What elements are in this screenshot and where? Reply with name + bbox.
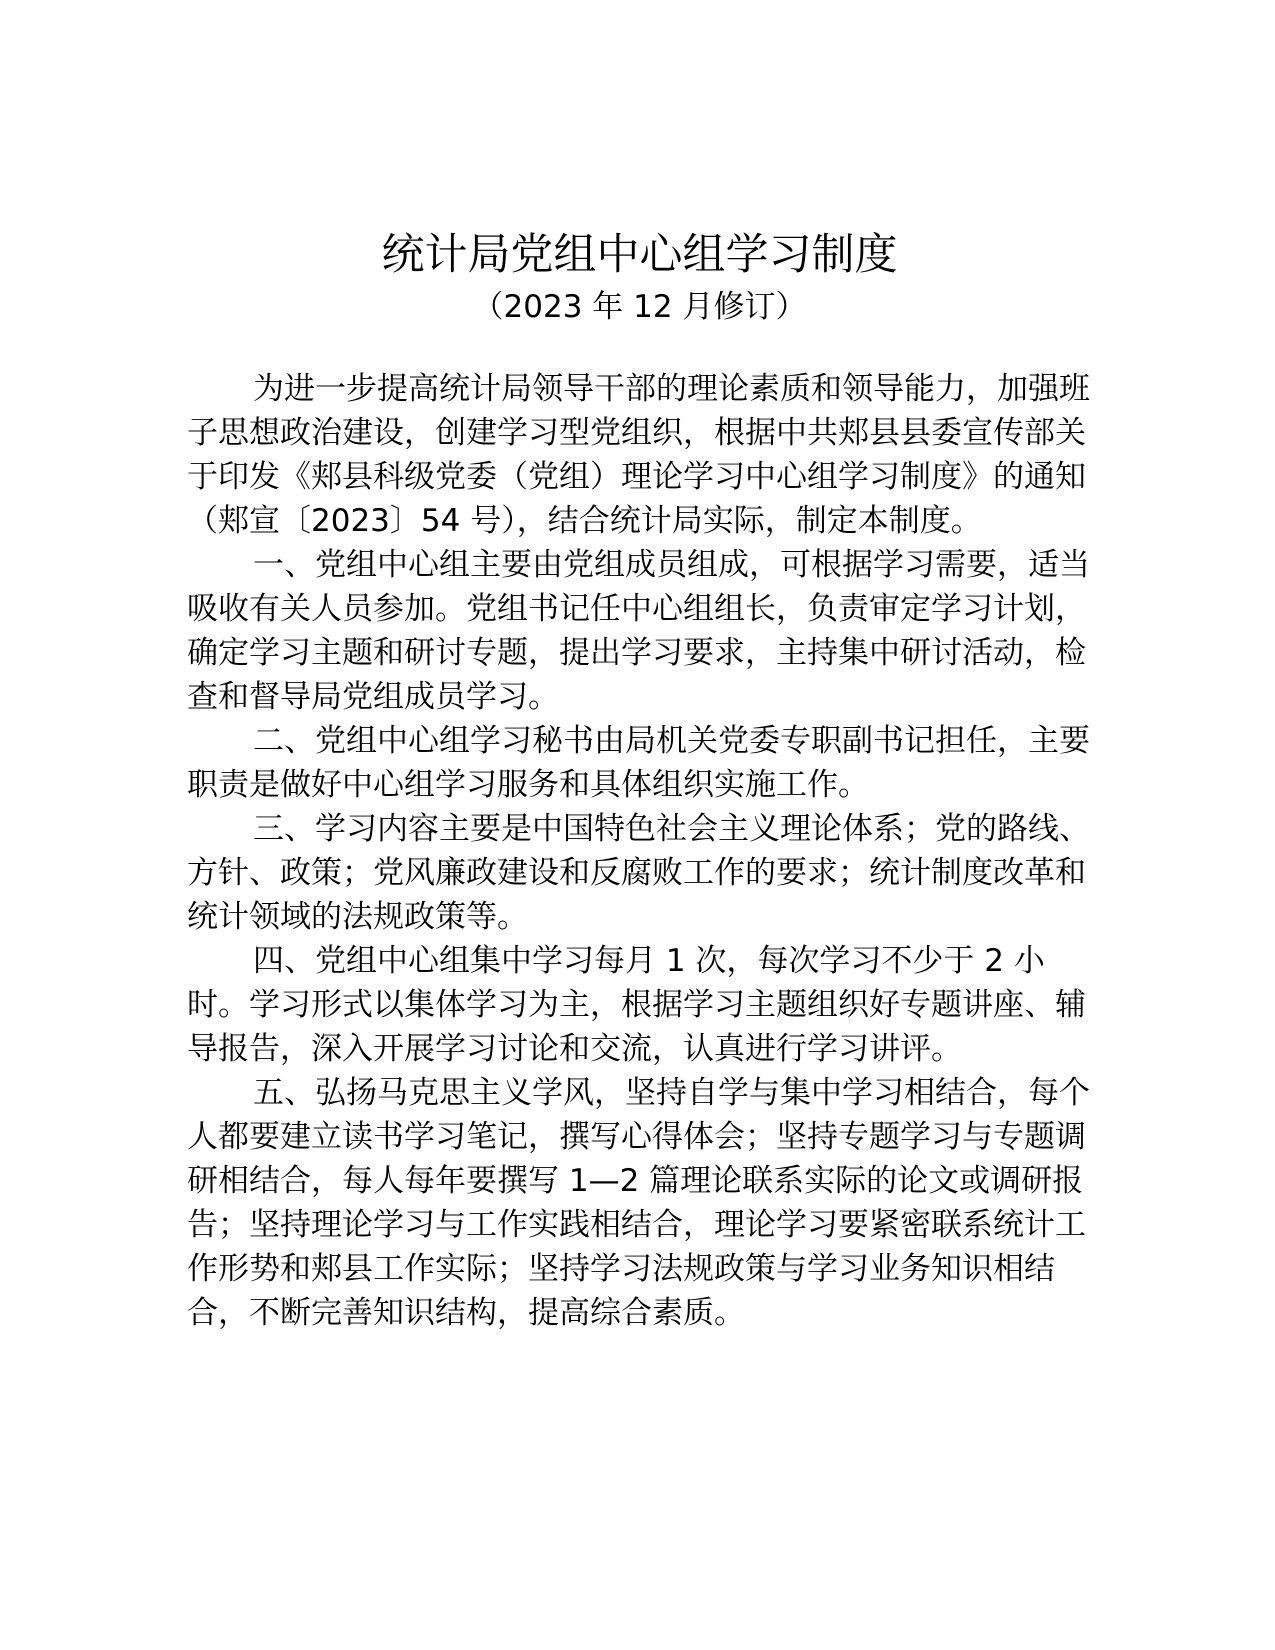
paragraph-intro: 为进一步提高统计局领导干部的理论素质和领导能力，加强班子思想政治建设，创建学习型党组织，根据中共郏县县委宣传部关于印发《郏县科级党委（党组）理论学习中心组学习制度》的通知（郏宣〔2023〕54 号），结合统计局实际，制定本制度。	[187, 371, 1090, 539]
document-subtitle: （2023 年 12 月修订）	[472, 289, 807, 325]
paragraph-article-1: 一、党组中心组主要由党组成员组成，可根据学习需要，适当吸收有关人员参加。党组书记任中心组组长，负责审定学习计划，确定学习主题和研讨专题，提出学习要求，主持集中研讨活动，检查和督导局党组成员学习。	[187, 547, 1090, 715]
document-page	[187, 225, 1092, 1335]
document-body	[187, 367, 1092, 1335]
paragraph-article-5: 五、弘扬马克思主义学风，坚持自学与集中学习相结合，每个人都要建立读书学习笔记，撰写心得体会；坚持专题学习与专题调研相结合，每人每年要撰写 1—2 篇理论联系实际的论文或调研报告；坚持理论学习与工作实践相结合，理论学习要紧密联系统计工作形势和郏县工作实际；坚持学习法规政策与学习业务知识相结合，不断完善知识结构，提高综合素质。	[187, 1075, 1090, 1331]
paragraph-article-3: 三、学习内容主要是中国特色社会主义理论体系；党的路线、方针、政策；党风廉政建设和反腐败工作的要求；统计制度改革和统计领域的法规政策等。	[187, 811, 1090, 935]
paragraph-article-4: 四、党组中心组集中学习每月 1 次，每次学习不少于 2 小时。学习形式以集体学习为主，根据学习主题组织好专题讲座、辅导报告，深入开展学习讨论和交流，认真进行学习讲评。	[187, 943, 1086, 1067]
document-title: 统计局党组中心组学习制度	[381, 230, 898, 280]
paragraph-article-2: 二、党组中心组学习秘书由局机关党委专职副书记担任，主要职责是做好中心组学习服务和具体组织实施工作。	[187, 723, 1090, 803]
